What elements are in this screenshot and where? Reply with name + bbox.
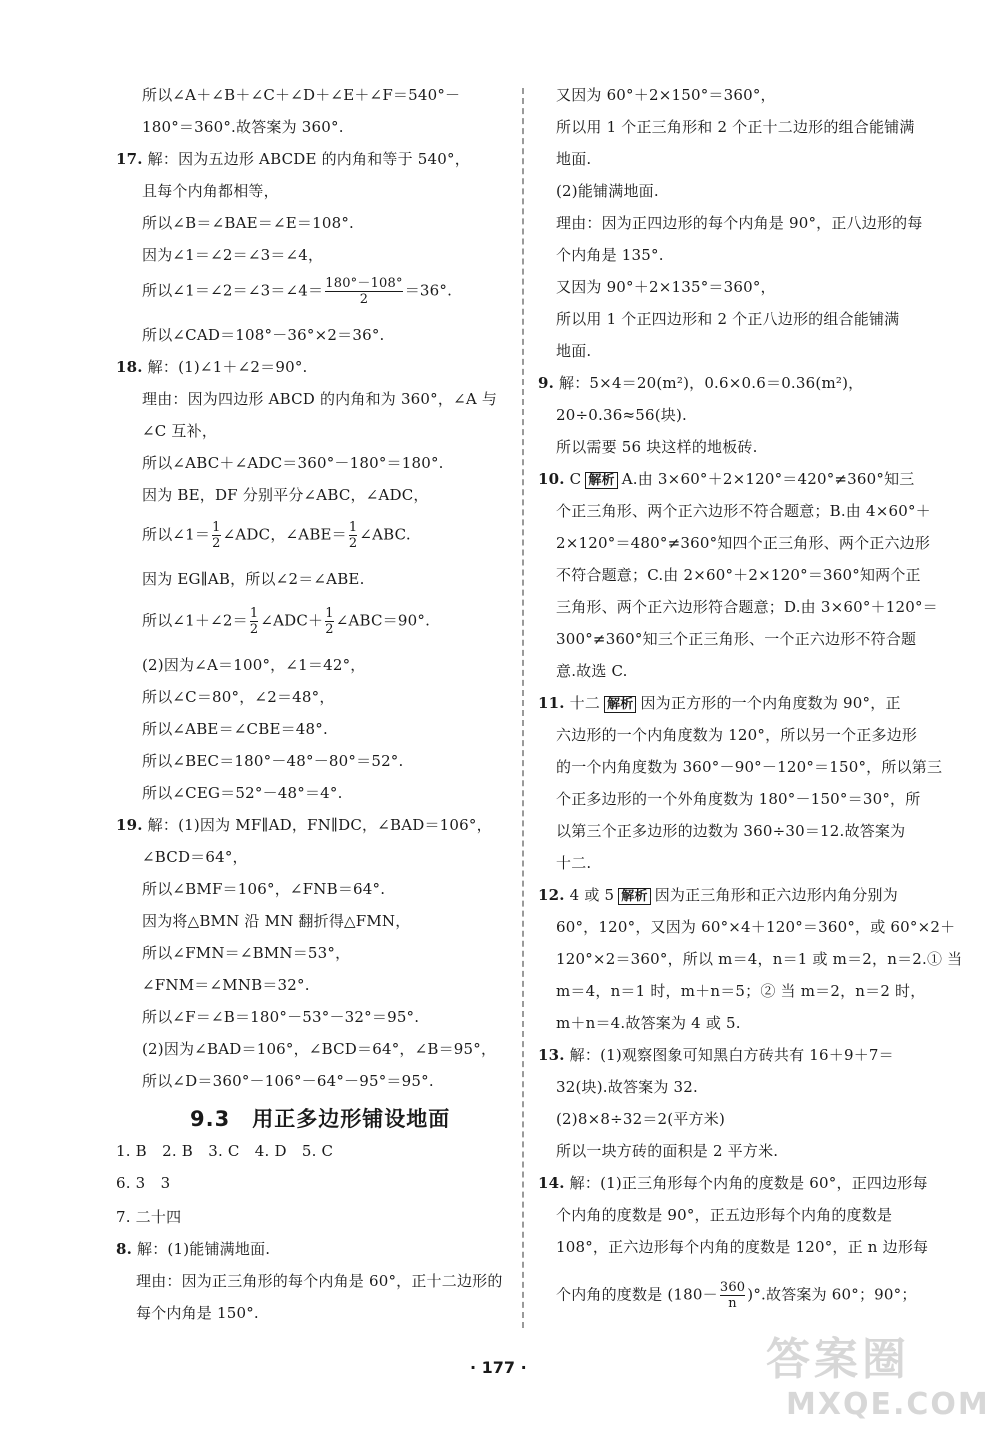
- text-line: 所以∠A＋∠B＋∠C＋∠D＋∠E＋∠F＝540°－: [142, 86, 461, 104]
- text-line: 三角形、两个正六边形符合题意；D.由 3×60°＋120°＝: [556, 598, 938, 616]
- text-segment: 所以∠1＝: [142, 525, 211, 544]
- column-divider: [522, 88, 524, 1328]
- text-line: 且每个内角都相等，: [142, 182, 279, 200]
- question-8: [116, 1240, 270, 1258]
- text-segment: ∠ADC＋: [260, 611, 324, 630]
- question-19: [116, 816, 492, 834]
- text-line: 的一个内角度数为 360°－90°－120°＝150°，所以第三: [556, 758, 943, 776]
- watermark-logo: [756, 1323, 990, 1433]
- question-13: [538, 1046, 894, 1064]
- fraction-denominator: n: [720, 1295, 745, 1311]
- text-line: (2)能铺满地面.: [556, 182, 659, 200]
- text-segment: 所以∠1＋∠2＝: [142, 611, 248, 630]
- text-line: 所以∠CAD＝108°－36°×2＝36°.: [142, 326, 385, 344]
- text-line: 6. 3 3: [116, 1174, 171, 1192]
- text-line: 所以∠BEC＝180°－48°－80°＝52°.: [142, 752, 404, 770]
- text-line: 32(块).故答案为 32.: [556, 1078, 698, 1096]
- section-title: 9.3 用正多边形铺设地面: [190, 1107, 451, 1131]
- text-line: 108°，正六边形每个内角的度数是 120°，正 n 边形每: [556, 1238, 929, 1256]
- text-line: 因为∠1＝∠2＝∠3＝∠4，: [142, 246, 324, 264]
- fraction-line: [142, 520, 411, 551]
- text-line: 理由：因为正三角形的每个内角是 60°，正十二边形的: [136, 1272, 503, 1290]
- analysis-tag: 解析: [618, 888, 650, 905]
- text-line: 解：(1)∠1＋∠2＝90°.: [147, 358, 308, 376]
- question-number: 19.: [116, 816, 143, 834]
- fraction-line: [142, 606, 430, 637]
- text-line: 60°，120°，又因为 60°×4＋120°＝360°，或 60°×2＋: [556, 918, 956, 936]
- text-line: 解：(1)正三角形每个内角的度数是 60°，正四边形每: [569, 1174, 928, 1192]
- text-line: 300°≠360°知三个正三角形、一个正六边形不符合题: [556, 630, 917, 648]
- text-line: 又因为 60°＋2×150°＝360°，: [556, 86, 776, 104]
- text-segment: 个内角的度数是: [556, 1285, 663, 1304]
- text-line: 地面.: [556, 150, 592, 168]
- text-line: 所以∠F＝∠B＝180°－53°－32°＝95°.: [142, 1008, 420, 1026]
- question-12: [538, 886, 898, 905]
- text-line: 个内角是 135°.: [556, 246, 664, 264]
- fraction: [720, 1280, 745, 1311]
- text-line: 20÷0.36≈56(块).: [556, 406, 687, 424]
- question-number: 17.: [116, 150, 143, 168]
- text-segment: )°.故答案为 60°；90°；: [747, 1285, 917, 1304]
- question-number: 10.: [538, 470, 565, 488]
- answer: C: [569, 470, 582, 488]
- fraction-numerator: 1: [325, 606, 334, 621]
- text-line: 解：(1)因为 MF∥AD，FN∥DC，∠BAD＝106°，: [147, 816, 492, 834]
- analysis-tag: 解析: [604, 696, 636, 713]
- text-line: 意.故选 C.: [556, 662, 628, 680]
- question-number: 12.: [538, 886, 565, 904]
- text-line: 因为 BE，DF 分别平分∠ABC，∠ADC，: [142, 486, 429, 504]
- text-segment: 所以∠1＝∠2＝∠3＝∠4＝: [142, 281, 324, 300]
- text-line: 个正多边形的一个外角度数为 180°－150°＝30°，所: [556, 790, 921, 808]
- fraction-numerator: 1: [212, 520, 221, 535]
- fraction: [349, 520, 357, 551]
- question-9: [538, 374, 863, 392]
- text-line: (2)因为∠BAD＝106°，∠BCD＝64°，∠B＝95°，: [142, 1040, 497, 1058]
- text-line: 所以用 1 个正四边形和 2 个正八边形的组合能铺满: [556, 310, 900, 328]
- question-number: 8.: [116, 1240, 133, 1258]
- fraction: [325, 276, 402, 307]
- question-14: [538, 1174, 928, 1192]
- fraction-numerator: 360: [719, 1280, 746, 1295]
- text-line: 所以∠ABC＋∠ADC＝360°－180°＝180°.: [142, 454, 444, 472]
- text-line: 每个内角是 150°.: [136, 1304, 259, 1322]
- text-line: 地面.: [556, 342, 592, 360]
- text-line: 所以一块方砖的面积是 2 平方米.: [556, 1142, 779, 1160]
- question-number: 14.: [538, 1174, 565, 1192]
- text-line: ∠C 互补，: [142, 422, 218, 440]
- text-line: 所以∠FMN＝∠BMN＝53°，: [142, 944, 351, 962]
- text-line: 所以∠B＝∠BAE＝∠E＝108°.: [142, 214, 354, 232]
- question-17: [116, 150, 470, 168]
- fraction-line: [142, 276, 452, 307]
- answer: 4 或 5: [569, 886, 615, 904]
- fraction-numerator: 1: [348, 520, 358, 535]
- fraction-denominator: 2: [325, 291, 402, 307]
- fraction-denominator: 2: [249, 622, 259, 637]
- text-line: 180°＝360°.故答案为 360°.: [142, 118, 344, 136]
- question-18: [116, 358, 308, 376]
- text-line: ∠BCD＝64°，: [142, 848, 248, 866]
- text-segment: (180－: [667, 1285, 718, 1304]
- question-number: 13.: [538, 1046, 565, 1064]
- text-line: 理由：因为正四边形的每个内角是 90°，正八边形的每: [556, 214, 923, 232]
- text-segment: ∠ADC，∠ABE＝: [222, 525, 347, 544]
- text-line: 六边形的一个内角度数为 120°，所以另一个正多边形: [556, 726, 918, 744]
- question-number: 18.: [116, 358, 143, 376]
- text-line: 2×120°＝480°≠360°知四个正三角形、两个正六边形: [556, 534, 931, 552]
- text-line: m＋n＝4.故答案为 4 或 5.: [556, 1014, 741, 1032]
- text-line: 因为正方形的一个内角度数为 90°，正: [640, 694, 901, 712]
- text-segment: ∠ABC.: [359, 525, 411, 544]
- text-line: m＝4，n＝1 时，m＋n＝5；② 当 m＝2，n＝2 时，: [556, 982, 926, 1000]
- text-segment: ＝36°.: [404, 281, 453, 300]
- text-line: 解：5×4＝20(m²)，0.6×0.6＝0.36(m²)，: [559, 374, 864, 392]
- page-number: · 177 ·: [470, 1358, 527, 1377]
- text-line: 1. B 2. B 3. C 4. D 5. C: [116, 1142, 334, 1160]
- fraction-line: [556, 1280, 917, 1311]
- text-line: 所以∠C＝80°，∠2＝48°，: [142, 688, 335, 706]
- text-line: 因为将△BMN 沿 MN 翻折得△FMN，: [142, 912, 411, 930]
- text-line: 所以∠D＝360°－106°－64°－95°＝95°.: [142, 1072, 434, 1090]
- text-line: 7. 二十四: [116, 1208, 182, 1226]
- text-line: 解：因为五边形 ABCDE 的内角和等于 540°，: [147, 150, 470, 168]
- fraction-denominator: 2: [212, 536, 221, 551]
- fraction-numerator: 180°－108°: [325, 276, 403, 291]
- fraction-denominator: 2: [348, 536, 358, 551]
- question-number: 11.: [538, 694, 565, 712]
- watermark-url: MXQE.COM: [786, 1387, 990, 1422]
- text-line: 120°×2＝360°，所以 m＝4，n＝1 或 m＝2，n＝2.① 当: [556, 950, 963, 968]
- fraction: [325, 606, 333, 637]
- text-line: 解：(1)观察图象可知黑白方砖共有 16＋9＋7＝: [569, 1046, 894, 1064]
- text-line: 又因为 90°＋2×135°＝360°，: [556, 278, 776, 296]
- question-10: [538, 470, 915, 489]
- text-line: 因为正三角形和正六边形内角分别为: [654, 886, 898, 904]
- fraction: [250, 606, 258, 637]
- text-segment: ∠ABC＝90°.: [335, 611, 431, 630]
- analysis-tag: 解析: [585, 472, 617, 489]
- text-line: 个正三角形、两个正六边形不符合题意；B.由 4×60°＋: [556, 502, 931, 520]
- text-line: 理由：因为四边形 ABCD 的内角和为 360°，∠A 与: [142, 390, 498, 408]
- text-line: (2)8×8÷32＝2(平方米): [556, 1110, 726, 1128]
- text-line: 所以∠CEG＝52°－48°＝4°.: [142, 784, 343, 802]
- question-11: [538, 694, 901, 713]
- text-line: 所以∠BMF＝106°，∠FNB＝64°.: [142, 880, 386, 898]
- text-line: 个内角的度数是 90°，正五边形每个内角的度数是: [556, 1206, 893, 1224]
- text-line: 所以∠ABE＝∠CBE＝48°.: [142, 720, 328, 738]
- fraction-denominator: 2: [325, 622, 334, 637]
- watermark-title: 答案圈: [766, 1334, 910, 1385]
- answer: 十二: [569, 694, 601, 712]
- fraction-numerator: 1: [249, 606, 259, 621]
- text-line: 以第三个正多边形的边数为 360÷30＝12.故答案为: [556, 822, 906, 840]
- text-line: ∠FNM＝∠MNB＝32°.: [142, 976, 310, 994]
- text-line: 因为 EG∥AB，所以∠2＝∠ABE.: [142, 570, 365, 588]
- text-line: 所以用 1 个正三角形和 2 个正十二边形的组合能铺满: [556, 118, 915, 136]
- text-line: A.由 3×60°＋2×120°＝420°≠360°知三: [621, 470, 915, 488]
- text-line: 解：(1)能铺满地面.: [137, 1240, 271, 1258]
- text-line: 不符合题意；C.由 2×60°＋2×120°＝360°知两个正: [556, 566, 921, 584]
- fraction: [212, 520, 220, 551]
- question-number: 9.: [538, 374, 555, 392]
- text-line: 所以需要 56 块这样的地板砖.: [556, 438, 758, 456]
- text-line: 十二.: [556, 854, 592, 872]
- text-line: (2)因为∠A＝100°，∠1＝42°，: [142, 656, 366, 674]
